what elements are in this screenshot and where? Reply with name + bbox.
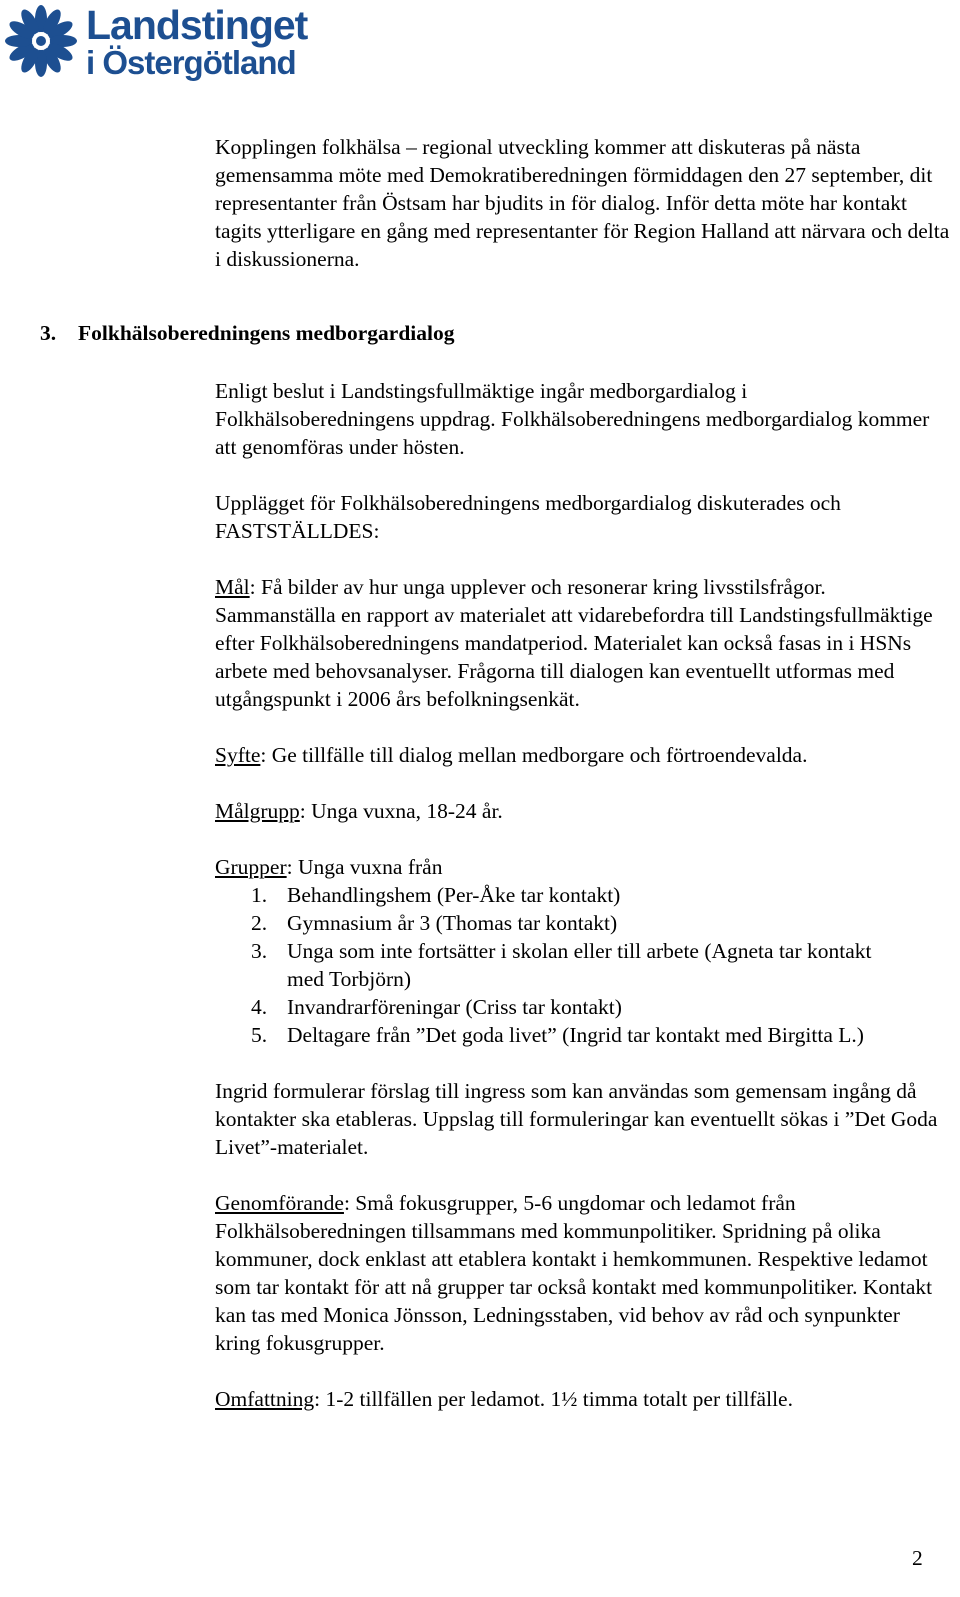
list-item-text: Behandlingshem (Per-Åke tar kontakt) [287,883,621,907]
malgrupp-paragraph [215,797,950,825]
logo-flower-icon [4,4,78,78]
list-item-text: Unga som inte fortsätter i skolan eller till arbete (Agneta tar kontakt med Torbjörn) [287,939,872,991]
genomforande-label: Genomförande [215,1191,344,1215]
syfte-label: Syfte [215,743,261,767]
omfattning-paragraph [215,1385,950,1413]
omfattning-text: : 1-2 tillfällen per ledamot. 1½ timma totalt per tillfälle. [314,1387,793,1411]
grupper-label: Grupper [215,855,287,879]
ingress-paragraph: Ingrid formulerar förslag till ingress som kan användas som gemensam ingång då kontakter ska etableras. Uppslag till formuleringar kan eventuellt sökas i ”Det Goda Livet”-materialet. [215,1079,938,1159]
plan-paragraph: Upplägget för Folkhälsoberedningens medborgardialog diskuterades och FASTSTÄLLDES: [215,491,841,543]
list-item-number: 3. [251,939,268,963]
logo [4,2,308,81]
syfte-paragraph [215,741,950,769]
omfattning-label: Omfattning [215,1387,315,1411]
list-item-number: 4. [251,995,268,1019]
list-item [215,881,950,909]
mal-text: : Få bilder av hur unga upplever och resonerar kring livsstilsfrågor. Sammanställa en rapport av materialet att vidarebefordra till Landstingsfullmäktige efter Folkhälsoberedningens mandatperiod. Materialet kan också fasas in i HSNs arbete med behovsanalyser. Frågorna till dialogen kan eventuellt utformas med utgångspunkt i 2006 års befolkningsenkät. [215,575,933,711]
mal-paragraph [215,573,950,713]
syfte-text: : Ge tillfälle till dialog mellan medborgare och förtroendevalda. [260,743,808,767]
document-body [215,133,950,1413]
logo-subtitle: i Östergötland [86,44,296,81]
list-item [215,937,950,993]
malgrupp-label: Målgrupp [215,799,300,823]
list-item [215,909,950,937]
logo-title: Landstinget [86,2,308,48]
malgrupp-text: : Unga vuxna, 18-24 år. [299,799,503,823]
genomforande-paragraph [215,1189,950,1357]
genomforande-text: : Små fokusgrupper, 5-6 ungdomar och ledamot från Folkhälsoberedningen tillsammans med kommunpolitiker. Spridning på olika kommuner, dock enklast att etablera kontakt i hemkommunen. Respektive ledamot som tar kontakt för att nå grupper tar också kontakt med kommunpolitiker. Kontakt kan tas med Monica Jönsson, Ledningsstaben, vid behov av råd och synpunkter kring fokusgrupper. [215,1191,933,1355]
grupper-list [215,881,950,1049]
grupper-paragraph [215,853,950,881]
list-item-text: Deltagare från ”Det goda livet” (Ingrid tar kontakt med Birgitta L.) [287,1023,864,1047]
list-item-text: Gymnasium år 3 (Thomas tar kontakt) [287,911,618,935]
list-item [215,1021,950,1049]
grupper-text: : Unga vuxna från [286,855,443,879]
list-item-number: 5. [251,1023,268,1047]
decision-paragraph: Enligt beslut i Landstingsfullmäktige ingår medborgardialog i Folkhälsoberedningens uppdrag. Folkhälsoberedningens medborgardialog kommer att genomföras under hösten. [215,379,930,459]
list-item-text: Invandrarföreningar (Criss tar kontakt) [287,995,622,1019]
list-item [215,993,950,1021]
intro-paragraph: Kopplingen folkhälsa – regional utveckling kommer att diskuteras på nästa gemensamma möte med Demokratiberedningen förmiddagen den 27 september, dit representanter från Östsam har bjudits in för dialog. Inför detta möte har kontakt tagits ytterligare en gång med representanter för Region Halland att närvara och delta i diskussionerna. [215,135,950,271]
list-item-number: 2. [251,911,268,935]
section-number: 3. [40,321,57,345]
section-title: Folkhälsoberedningens medborgardialog [78,321,455,345]
page-number: 2 [912,1546,923,1570]
list-item-number: 1. [251,883,268,907]
mal-label: Mål [215,575,250,599]
